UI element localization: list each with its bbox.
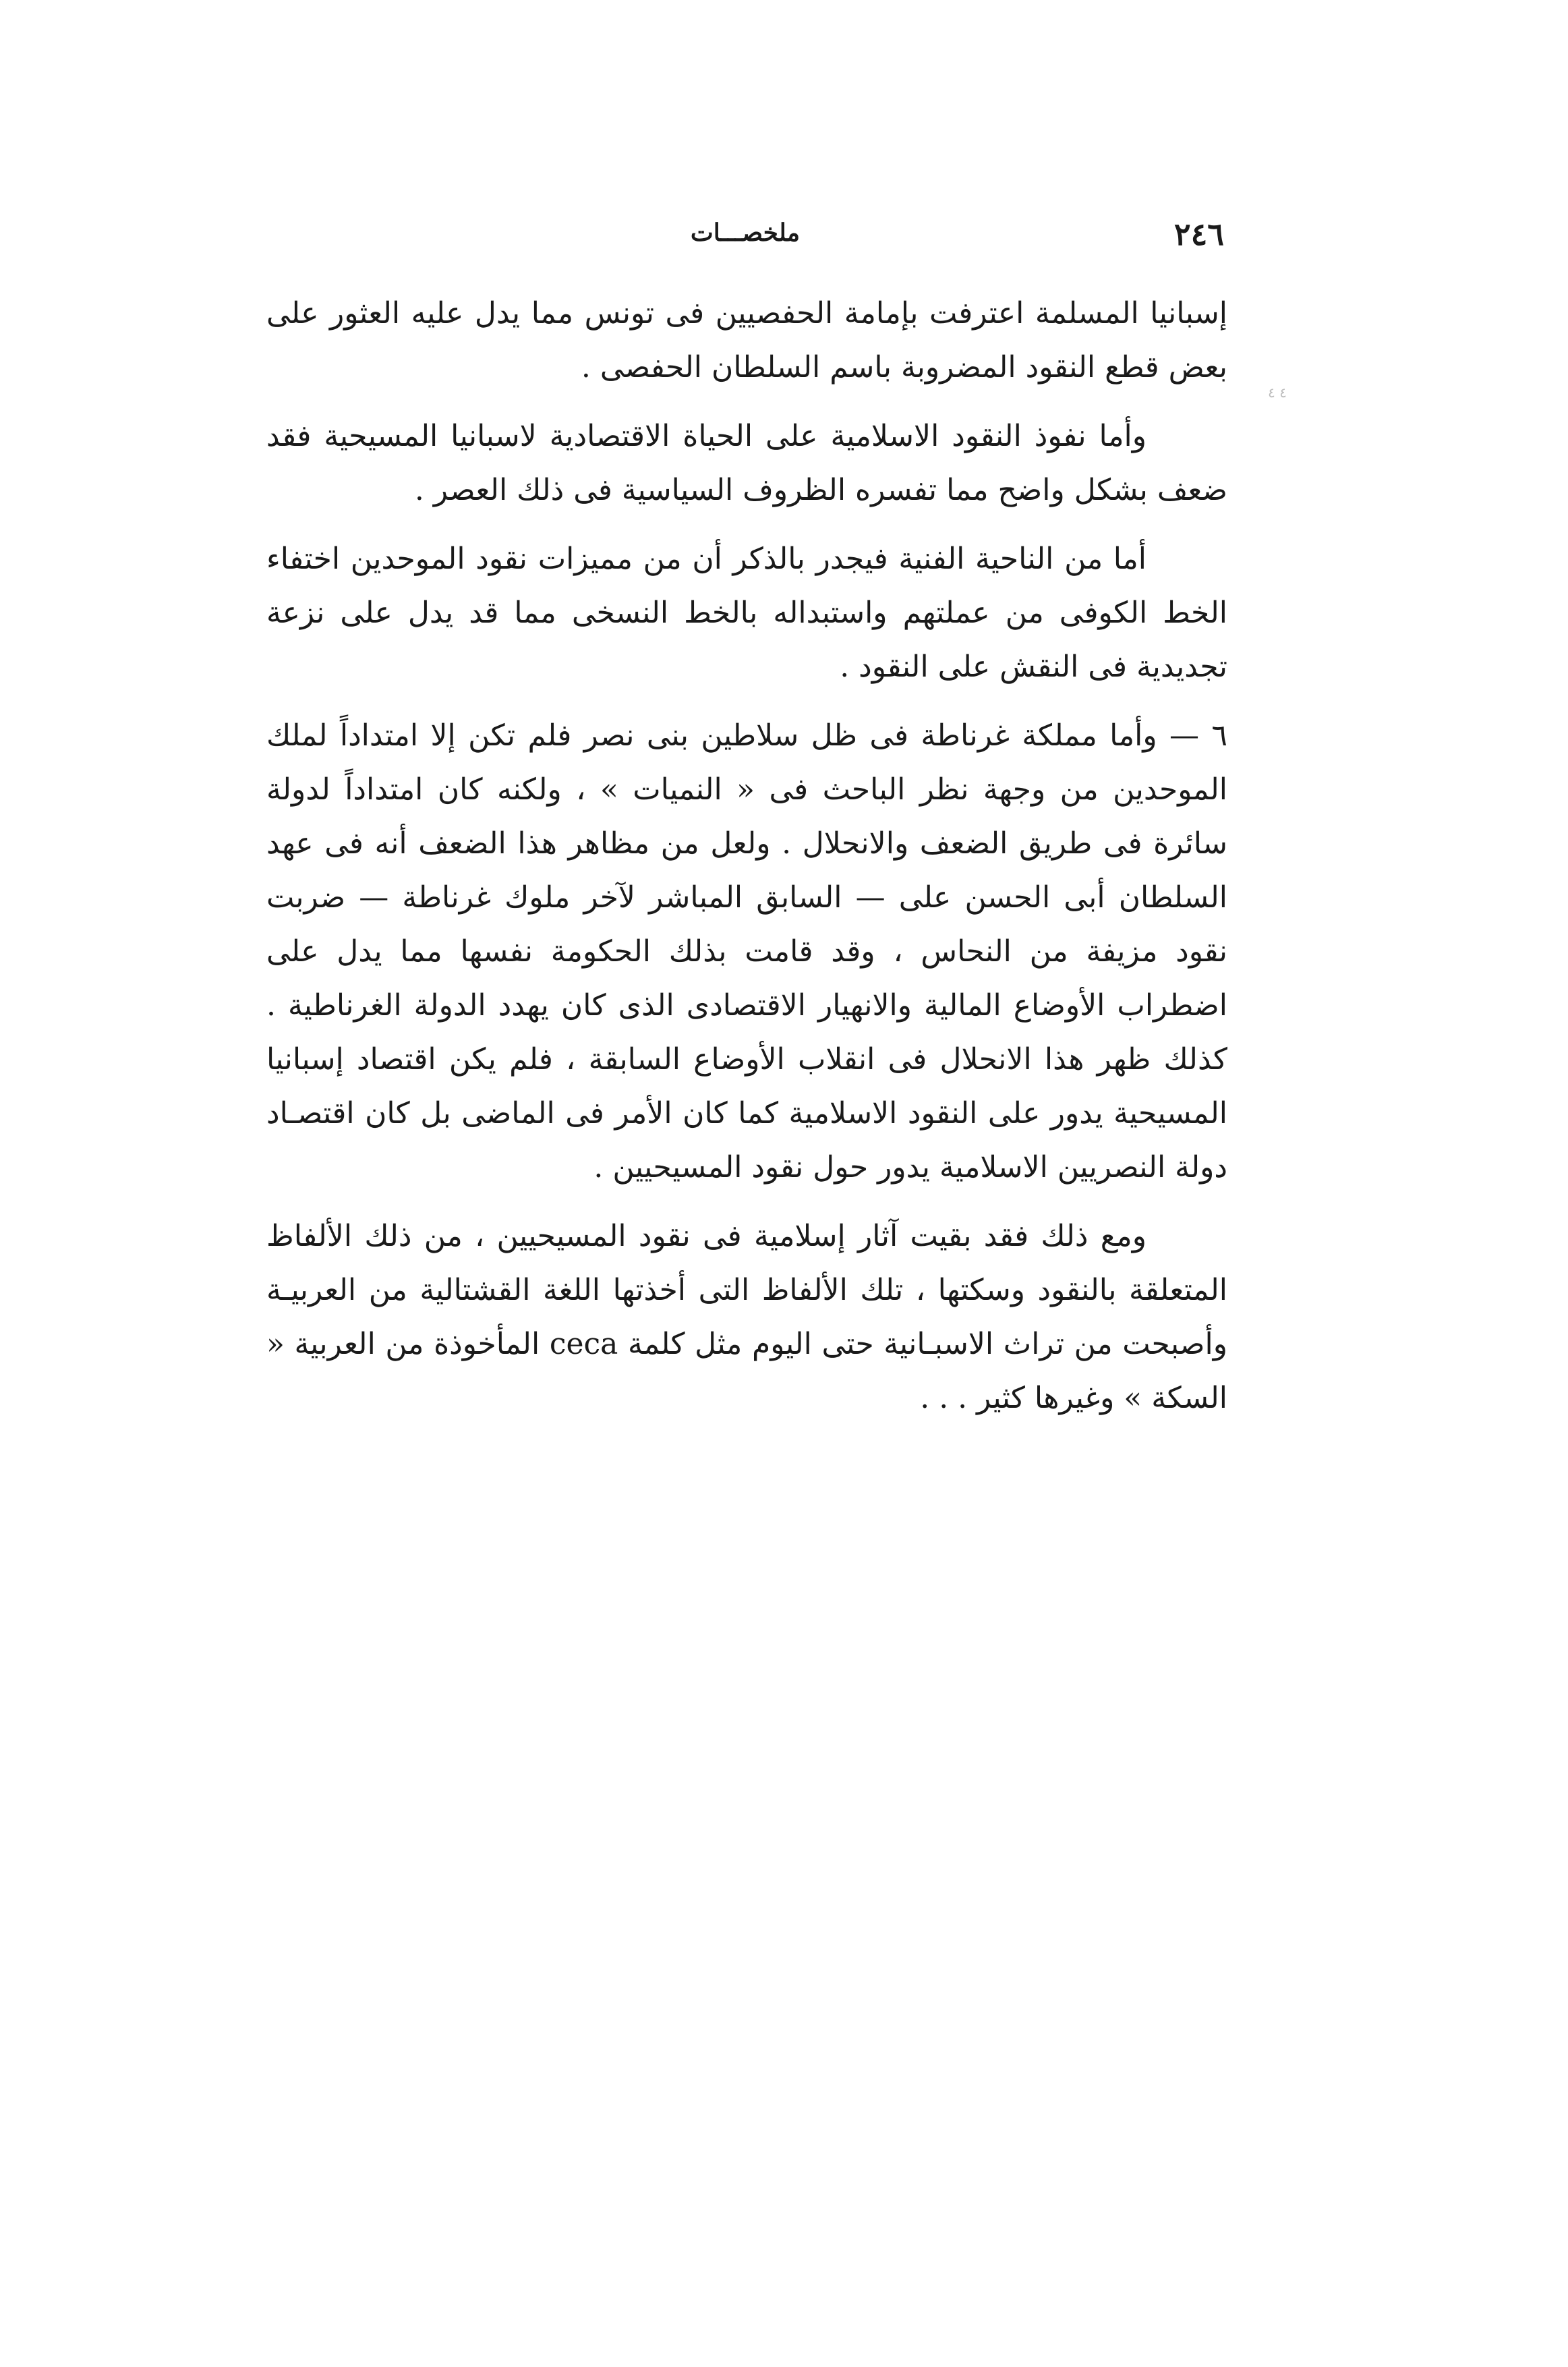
page-number: ٢٤٦ [1173, 216, 1224, 252]
paragraph-4: ٦ — وأما مملكة غرناطة فى ظل سلاطين بنى نصر فلم تكن إلا امتداداً لملك الموحدين من وجهة نظر الباحث فى « النميات » ، ولكنه كان امتداداً لدولة سائرة فى طريق الضعف والانحلال . ولعل من مظاهر هذا الضعف أنه فى عهد السلطان أبى الحسن على — السابق المباشر لآخر ملوك غرناطة — ضربت نقود مزيفة من النحاس ، وقد قامت بذلك الحكومة نفسها مما يدل على اضطراب الأوضاع المالية والانهيار الاقتصادى الذى كان يهدد الدولة الغرناطية . كذلك ظهر هذا الانحلال فى انقلاب الأوضاع السابقة ، فلم يكن اقتصاد إسبانيا المسيحية يدور على النقود الاسلامية كما كان الأمر فى الماضى بل كان اقتصـاد دولة النصريين الاسلامية يدور حول نقود المسيحيين . [266, 718, 1227, 1185]
paragraph-2: وأما نفوذ النقود الاسلامية على الحياة الاقتصادية لاسبانيا المسيحية فقد ضعف بشكل واضح مما تفسره الظروف السياسية فى ذلك العصر . [266, 419, 1227, 507]
paragraph-3: أما من الناحية الفنية فيجدر بالذكر أن من مميزات نقود الموحدين اختفاء الخط الكوفى من عملتهم واستبداله بالخط النسخى مما قد يدل على نزعة تجديدية فى النقش على النقود . [266, 542, 1227, 684]
page-header [266, 216, 1224, 256]
margin-mark: ٤ ٤ [1268, 384, 1287, 401]
paragraph-5: ومع ذلك فقد بقيت آثار إسلامية فى نقود المسيحيين ، من ذلك الألفاظ المتعلقة بالنقود وسكتها ، تلك الألفاظ التى أخذتها اللغة القشتالية من العربيـة وأصبحت من تراث الاسبـانية حتى اليوم مثل كلمة ceca المأخوذة من العربية « السكة » وغيرها كثير . . . [266, 1219, 1227, 1415]
body-text [266, 287, 1227, 1440]
paragraph-1: إسبانيا المسلمة اعترفت بإمامة الحفصيين فى تونس مما يدل عليه العثور على بعض قطع النقود المضروبة باسم السلطان الحفصى . [266, 296, 1227, 384]
running-title: ملخصـــات [690, 219, 801, 247]
